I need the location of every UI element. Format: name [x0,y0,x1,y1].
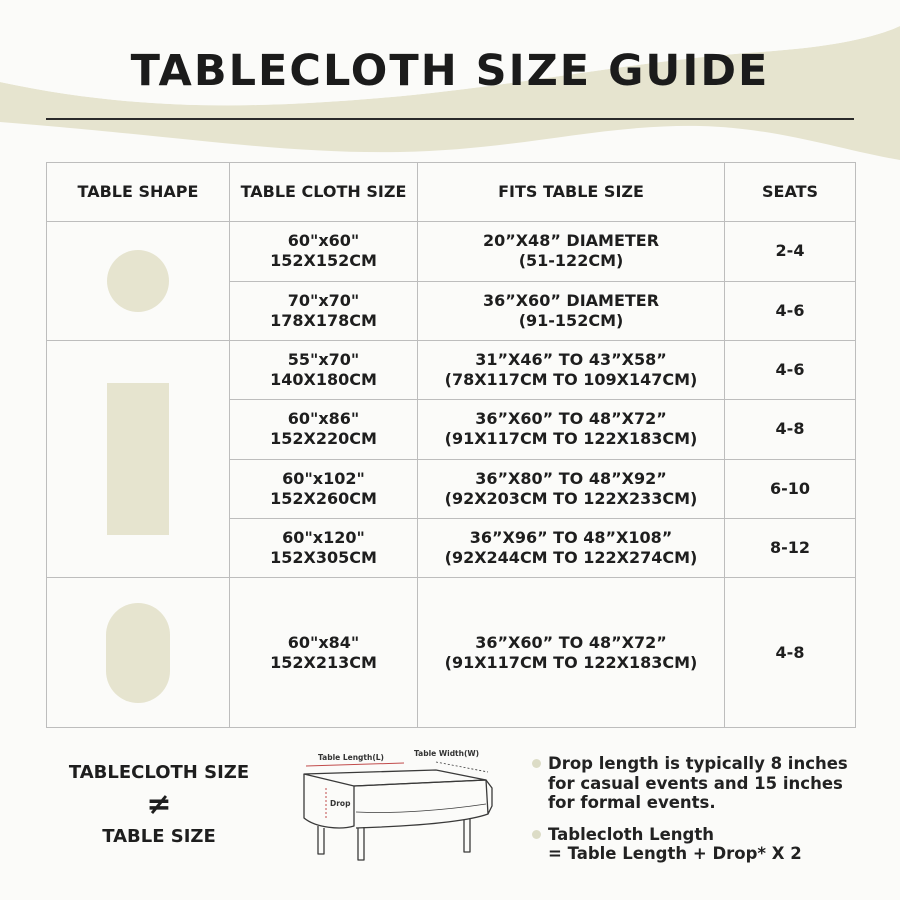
bullet-dot-icon [532,759,541,768]
notes-list [532,754,892,876]
table-row [47,578,856,728]
list-item: Drop length is typically 8 inches for casual events and 15 inches for formal events. [532,754,892,813]
header-table-shape: TABLE SHAPE [47,163,230,222]
rectangle-table-icon [107,383,169,535]
fits-size-cell: 36”X60” DIAMETER (91-152CM) [418,281,725,340]
fits-size-cell: 36”X60” TO 48”X72” (91X117CM TO 122X183CM) [418,400,725,459]
seats-cell: 4-6 [725,281,856,340]
title-divider [46,118,854,120]
seats-cell: 2-4 [725,222,856,281]
table-header-row [47,163,856,222]
fits-size-cell: 20”X48” DIAMETER (51-122CM) [418,222,725,281]
fits-size-cell: 36”X96” TO 48”X108” (92X244CM TO 122X274CM) [418,518,725,577]
header-table-cloth-size: TABLE CLOTH SIZE [230,163,418,222]
round-table-icon [107,250,169,312]
not-equal-icon: ≠ [146,787,172,822]
seats-cell: 4-8 [725,400,856,459]
oval-table-icon [106,603,170,703]
cloth-size-cell: 60"x84" 152X213CM [230,578,418,728]
table-row [47,222,856,281]
shape-oval-cell [47,578,230,728]
cloth-size-cell: 55"x70" 140X180CM [230,340,418,399]
cloth-size-cell: 60"x60" 152X152CM [230,222,418,281]
fits-size-cell: 31”X46” TO 43”X58” (78X117CM TO 109X147CM) [418,340,725,399]
header-seats: SEATS [725,163,856,222]
shape-round-cell [47,222,230,341]
bullet-dot-icon [532,830,541,839]
fits-size-cell: 36”X60” TO 48”X72” (91X117CM TO 122X183CM) [418,578,725,728]
diagram-width-label: Table Width(W) [414,749,480,758]
shape-rectangle-cell [47,340,230,577]
cloth-size-cell: 70"x70" 178X178CM [230,281,418,340]
page-title: TABLECLOTH SIZE GUIDE [130,46,770,96]
size-guide-table [46,162,856,728]
table-row [47,340,856,399]
table-size-label: TABLE SIZE [102,826,216,847]
tablecloth-diagram [296,748,496,866]
diagram-length-label: Table Length(L) [318,753,384,762]
list-item: Tablecloth Length = Table Length + Drop* X 2 [532,825,892,864]
seats-cell: 8-12 [725,518,856,577]
seats-cell: 4-6 [725,340,856,399]
cloth-size-cell: 60"x86" 152X220CM [230,400,418,459]
diagram-drop-label: Drop [330,799,351,808]
seats-cell: 6-10 [725,459,856,518]
size-note [46,762,272,848]
cloth-size-cell: 60"x102" 152X260CM [230,459,418,518]
fits-size-cell: 36”X80” TO 48”X92” (92X203CM TO 122X233CM) [418,459,725,518]
header-fits-table-size: FITS TABLE SIZE [418,163,725,222]
cloth-size-cell: 60"x120" 152X305CM [230,518,418,577]
tablecloth-size-label: TABLECLOTH SIZE [68,762,250,783]
seats-cell: 4-8 [725,578,856,728]
